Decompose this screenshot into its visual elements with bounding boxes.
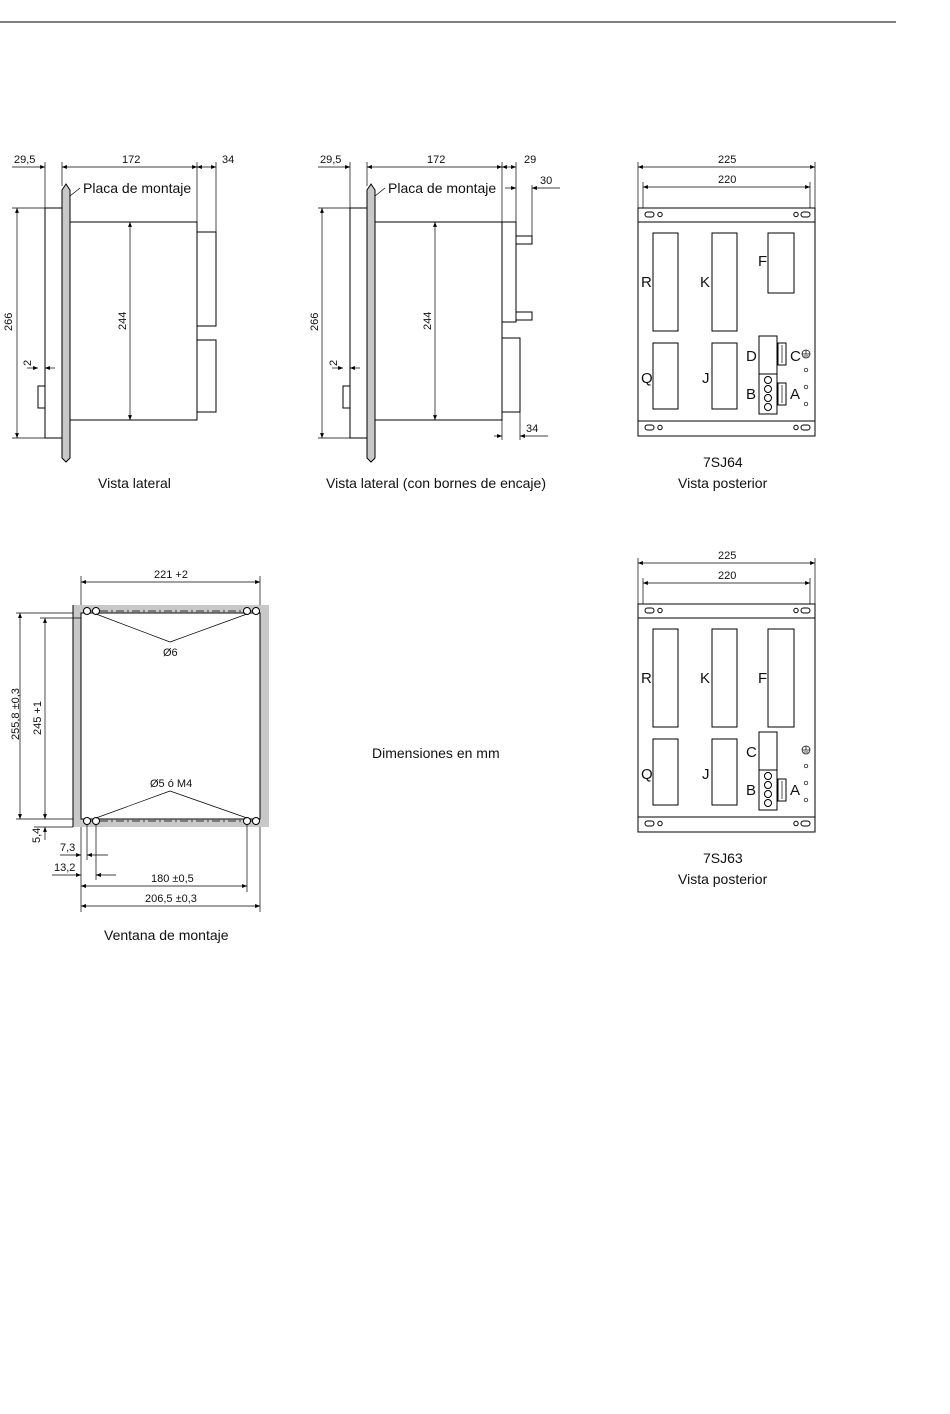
rear-connector-lower (502, 338, 520, 412)
dim-225: 225 (718, 154, 737, 166)
dim-13-2: 13,2 (54, 862, 76, 874)
slot-label-k: K (700, 670, 711, 687)
units-note: Dimensiones en mm (372, 745, 500, 761)
hole-label-d6: Ø6 (163, 647, 178, 659)
dim-225: 225 (718, 550, 737, 562)
slot-label-c: C (790, 348, 801, 365)
mount-plate-label: Placa de montaje (388, 180, 497, 196)
mount-window-caption: Ventana de montaje (104, 927, 229, 943)
rear-view-caption: Vista posterior (678, 475, 768, 491)
hole-top-right (244, 608, 251, 615)
rear-view-7sj64 (638, 154, 815, 491)
dim-220: 220 (718, 174, 737, 186)
side-view-terminals (309, 154, 560, 491)
dim-2: 2 (22, 359, 34, 366)
dim-244: 244 (422, 311, 434, 330)
front-panel (350, 208, 367, 438)
dim-266: 266 (3, 312, 15, 331)
slot-q (653, 343, 678, 409)
slot-label-r: R (641, 274, 652, 291)
dim-30: 30 (540, 175, 553, 187)
slot-label-j: J (702, 766, 710, 783)
dim-221: 221 +2 (154, 569, 188, 581)
hole-bottom-right-2 (253, 818, 260, 825)
hole-top-right-2 (253, 608, 260, 615)
slot-k (712, 629, 737, 727)
slot-label-f: F (758, 253, 768, 270)
rear-view-caption: Vista posterior (678, 871, 768, 887)
side-view (3, 154, 234, 491)
slot-j (712, 343, 737, 409)
housing-body (375, 222, 502, 420)
side-view-caption: Vista lateral (98, 475, 171, 491)
model-7sj63: 7SJ63 (703, 850, 743, 866)
rear-view-7sj63 (638, 550, 815, 887)
hole-bottom-right (244, 818, 251, 825)
dim-172: 172 (427, 154, 446, 166)
slot-label-a: A (790, 782, 801, 799)
slot-j (712, 739, 737, 805)
rear-connector-lower (197, 340, 216, 412)
plug-block-upper (502, 222, 516, 322)
dim-29-5: 29,5 (320, 154, 342, 166)
dim-255-8: 255,8 ±0,3 (10, 688, 22, 740)
side-view-terminals-caption: Vista lateral (con bornes de encaje) (326, 475, 546, 491)
slot-q (653, 739, 678, 805)
mount-plate-label: Placa de montaje (83, 180, 192, 196)
mounting-plate (367, 184, 375, 462)
plug-pin-2 (516, 312, 532, 320)
slot-label-k: K (700, 274, 711, 291)
dim-7-3: 7,3 (60, 842, 76, 854)
hole-top-left-2 (93, 608, 100, 615)
slot-label-r: R (641, 670, 652, 687)
small-tab (38, 386, 45, 408)
hole-bottom-left (84, 818, 91, 825)
dim-206-5: 206,5 ±0,3 (145, 893, 197, 905)
small-tab (343, 386, 350, 408)
dim-266: 266 (309, 312, 321, 331)
dim-244: 244 (117, 311, 129, 330)
front-panel (45, 208, 62, 438)
dim-29-5: 29,5 (14, 154, 36, 166)
slot-label-d: D (746, 348, 757, 365)
hole-top-left (84, 608, 91, 615)
dim-180: 180 ±0,5 (151, 873, 194, 885)
slot-f (768, 629, 794, 727)
slot-label-c: C (746, 744, 757, 761)
dim-34: 34 (526, 423, 539, 435)
slot-f (768, 233, 794, 293)
mounting-plate (62, 184, 70, 462)
dim-29: 29 (524, 154, 537, 166)
dim-172: 172 (122, 154, 141, 166)
plug-pin-1 (516, 236, 532, 244)
slot-label-f: F (758, 670, 768, 687)
slot-label-j: J (702, 370, 710, 387)
slot-r (653, 233, 678, 331)
slot-label-b: B (746, 782, 757, 799)
mounting-window (10, 569, 269, 943)
dim-220: 220 (718, 570, 737, 582)
dim-5-4: 5,4 (31, 827, 43, 843)
hole-bottom-left-2 (93, 818, 100, 825)
dim-34: 34 (222, 154, 235, 166)
slot-label-a: A (790, 386, 801, 403)
slot-k (712, 233, 737, 331)
hole-label-d5: Ø5 ó M4 (150, 778, 193, 790)
slot-c (759, 732, 777, 770)
dim-2: 2 (328, 359, 340, 366)
dim-245: 245 +1 (32, 701, 44, 735)
slot-label-b: B (746, 386, 757, 403)
slot-label-q: Q (641, 766, 653, 783)
housing-body (70, 222, 197, 420)
rear-connector-upper (197, 232, 216, 326)
slot-r (653, 629, 678, 727)
model-7sj64: 7SJ64 (703, 454, 743, 470)
slot-d (759, 336, 777, 374)
slot-label-q: Q (641, 370, 653, 387)
